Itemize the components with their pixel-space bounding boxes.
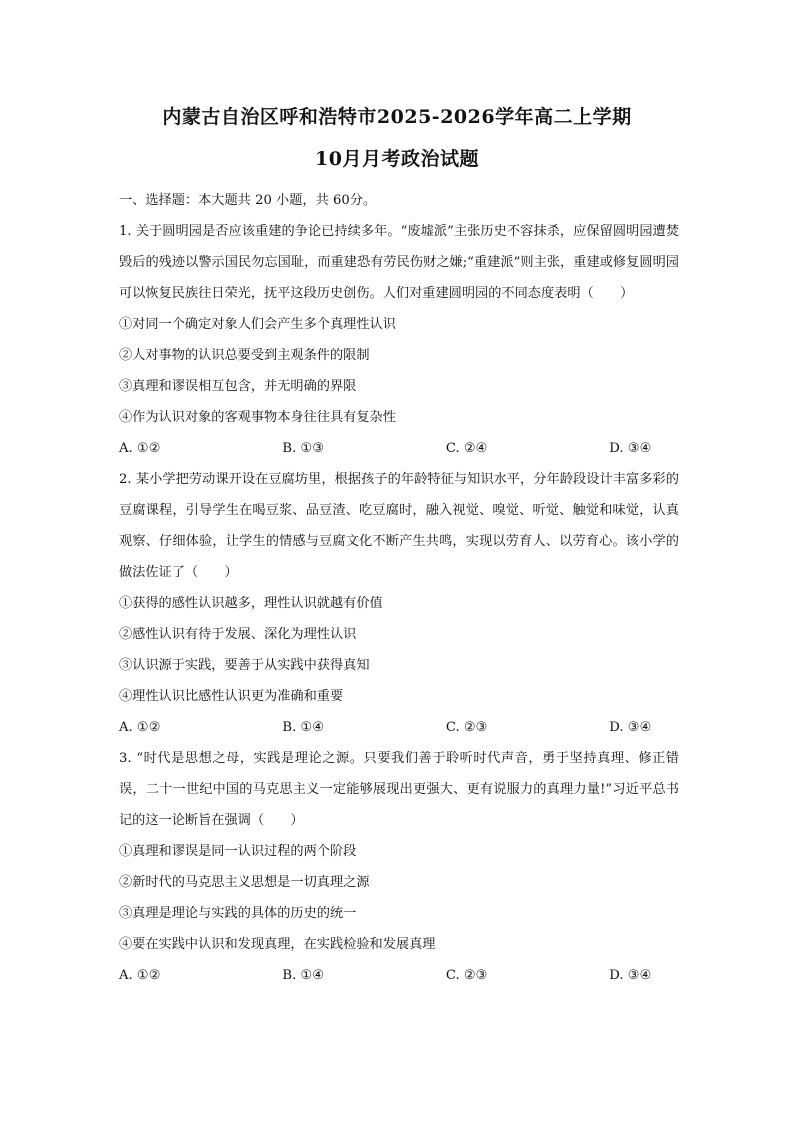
option-c: C. ②③	[445, 720, 488, 735]
question-stem: 1. 关于圆明园是否应该重建的争论已持续多年。“废墟派”主张历史不容抹杀，应保留圆明园遭焚毁后的残迹以警示国民勿忘国耻，而重建恐有劳民伤财之嫌;“重建派”则主张，重建或修复圆明园可以恢复民族往日荣光，抚平这段历史创伤。人们对重建圆明园的不同态度表明（ ）	[119, 224, 679, 301]
exam-title-line2: 10月月考政治试题	[315, 148, 479, 170]
question-stem: 3. “时代是思想之母，实践是理论之源。只要我们善于聆听时代声音，勇于坚持真理、修正错误，二十一世纪中国的马克思主义一定能够展现出更强大、更有说服力的真理力量!”习近平总书记的这一论断旨在强调（ ）	[119, 751, 679, 828]
statement-1: ①获得的感性认识越多，理性认识就越有价值	[119, 596, 383, 611]
option-a: A. ①②	[119, 968, 161, 983]
question-3	[119, 743, 679, 991]
answer-options	[119, 960, 679, 991]
option-d: D. ③④	[609, 441, 652, 456]
answer-options	[119, 712, 679, 743]
section-header: 一、选择题：本大题共 20 小题，共 60分。	[119, 193, 377, 208]
option-c: C. ②④	[445, 441, 488, 456]
option-a: A. ①②	[119, 441, 161, 456]
option-c: C. ②③	[445, 968, 488, 983]
question-2	[119, 464, 679, 743]
statement-2: ②新时代的马克思主义思想是一切真理之源	[119, 875, 370, 890]
option-a: A. ①②	[119, 720, 161, 735]
statement-3: ③真理和谬误相互包含，并无明确的界限	[119, 379, 357, 394]
exam-title-line1: 内蒙古自治区呼和浩特市2025-2026学年高二上学期	[162, 106, 632, 128]
statement-2: ②人对事物的认识总要受到主观条件的限制	[119, 348, 370, 363]
question-1	[119, 216, 679, 464]
statement-4: ④理性认识比感性认识更为准确和重要	[119, 689, 344, 704]
option-b: B. ①④	[282, 720, 325, 735]
exam-content	[119, 185, 679, 991]
answer-options	[119, 433, 679, 464]
statement-2: ②感性认识有待于发展、深化为理性认识	[119, 627, 357, 642]
statement-4: ④作为认识对象的客观事物本身往往具有复杂性	[119, 410, 396, 425]
option-d: D. ③④	[609, 720, 652, 735]
statement-3: ③认识源于实践，要善于从实践中获得真知	[119, 658, 370, 673]
option-d: D. ③④	[609, 968, 652, 983]
option-b: B. ①④	[282, 968, 325, 983]
statement-1: ①真理和谬误是同一认识过程的两个阶段	[119, 844, 357, 859]
question-stem: 2. 某小学把劳动课开设在豆腐坊里，根据孩子的年龄特征与知识水平，分年龄段设计丰富多彩的豆腐课程，引导学生在喝豆浆、品豆渣、吃豆腐时，融入视觉、嗅觉、听觉、触觉和味觉，认真观察、仔细体验，让学生的情感与豆腐文化不断产生共鸣，实现以劳育人、以劳育心。该小学的做法佐证了（ ）	[119, 472, 679, 580]
statement-3: ③真理是理论与实践的具体的历史的统一	[119, 906, 357, 921]
option-b: B. ①③	[282, 441, 325, 456]
statement-4: ④要在实践中认识和发现真理，在实践检验和发展真理	[119, 937, 436, 952]
statement-1: ①对同一个确定对象人们会产生多个真理性认识	[119, 317, 396, 332]
